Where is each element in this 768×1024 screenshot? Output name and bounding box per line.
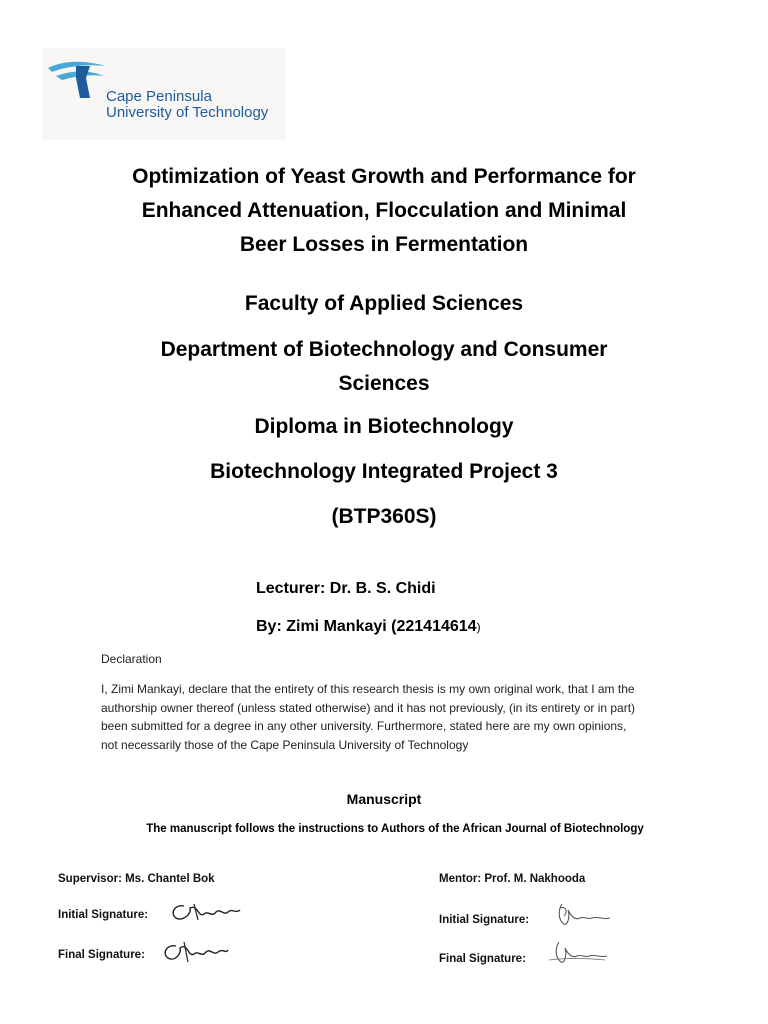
lecturer-line: Lecturer: Dr. B. S. Chidi <box>256 580 436 597</box>
mentor-final-label: Final Signature: <box>439 953 526 965</box>
title-line: Beer Losses in Fermentation <box>239 233 529 256</box>
author-name: By: Zimi Mankayi (221414614 <box>256 618 477 635</box>
logo-text <box>106 89 268 121</box>
faculty-heading: Faculty of Applied Sciences <box>244 292 524 315</box>
manuscript-heading: Manuscript <box>346 791 422 807</box>
department-heading <box>0 333 768 401</box>
wave-emblem-icon <box>46 58 110 104</box>
diploma-heading: Diploma in Biotechnology <box>254 415 514 438</box>
mentor-initial-signature <box>548 900 614 930</box>
department-line: Department of Biotechnology and Consumer <box>160 338 608 361</box>
declaration-body: I, Zimi Mankayi, declare that the entirety of this research thesis is my own original work, that I am the authorship owner thereof (unless stated otherwise) and it has not previously, (in its entirety or in part) been submitted for a degree in any other university. Furthermore, stated here are my own opinions, not necessarily those of the Cape Peninsula University of Technology <box>101 682 636 752</box>
mentor-final-signature <box>545 938 611 968</box>
mentor-name: Mentor: Prof. M. Nakhooda <box>439 873 586 885</box>
manuscript-note: The manuscript follows the instructions to Authors of the African Journal of Biotechnology <box>146 823 644 835</box>
course-code: (BTP360S) <box>331 505 437 528</box>
supervisor-final-signature <box>160 940 230 966</box>
mentor-initial-label: Initial Signature: <box>439 914 530 926</box>
title-line: Enhanced Attenuation, Flocculation and Minimal <box>141 199 627 222</box>
declaration-heading: Declaration <box>101 652 162 666</box>
logo-line-1: Cape Peninsula <box>106 88 212 105</box>
project-heading: Biotechnology Integrated Project 3 <box>210 460 558 483</box>
department-line: Sciences <box>338 372 430 395</box>
supervisor-final-label: Final Signature: <box>58 949 145 961</box>
supervisor-initial-signature <box>168 900 242 926</box>
author-line <box>256 618 481 636</box>
author-close: ) <box>476 620 481 634</box>
logo-line-2: University of Technology <box>106 104 269 121</box>
supervisor-initial-label: Initial Signature: <box>58 909 149 921</box>
thesis-title <box>0 160 768 262</box>
title-line: Optimization of Yeast Growth and Performance for <box>132 165 636 188</box>
supervisor-name: Supervisor: Ms. Chantel Bok <box>58 873 215 885</box>
